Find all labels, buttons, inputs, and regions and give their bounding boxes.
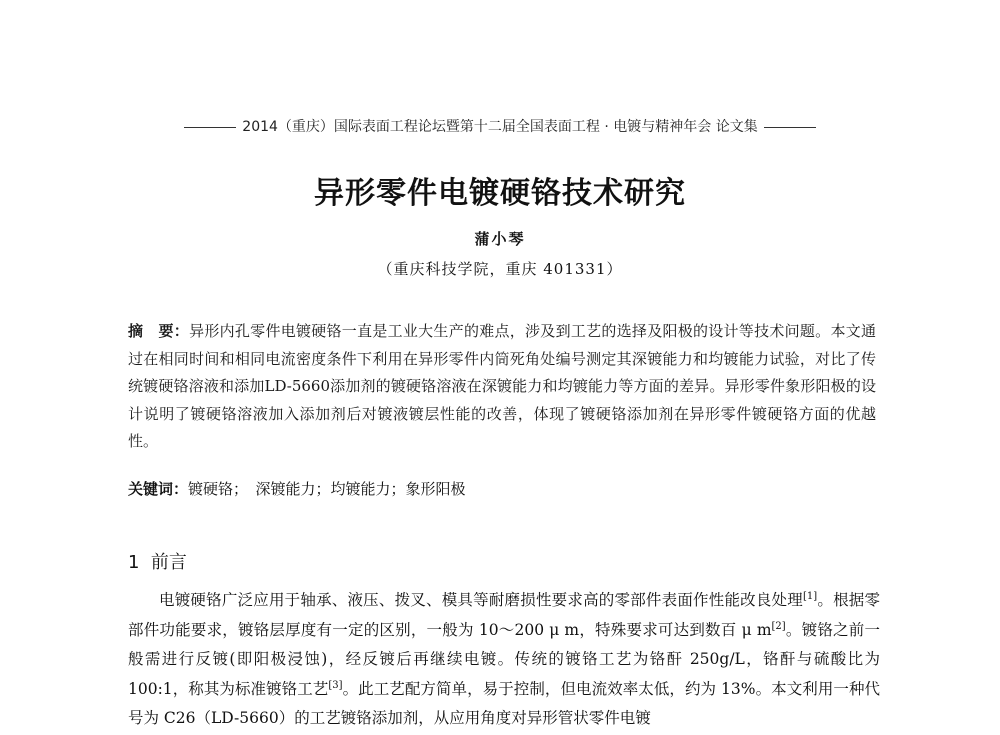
section-number: 1 [128,552,140,573]
abstract-text: 异形内孔零件电镀硬铬一直是工业大生产的难点，涉及到工艺的选择及阳极的设计等技术问题。本文通过在相同时间和相同电流密度条件下利用在异形零件内筒死角处编号测定其深镀能力和均镀能力试验，对比了传统镀硬铬溶液和添加LD-5660添加剂的镀硬铬溶液在深镀能力和均镀能力等方面的差异。异形零件象形阳极的设计说明了镀硬铬溶液加入添加剂后对镀液镀层性能的改善，体现了镀硬铬添加剂在异形零件镀硬铬方面的优越性。 [128,322,876,451]
author-name: 蒲小琴 [474,230,526,248]
keywords-label: 关键词： [128,480,189,498]
body-text-2: 。根据零部件功能要求，镀铬层厚度有一定的区别，一般为 10～200 μ m，特殊要求可达到数百 μ m [128,591,880,639]
running-header [0,116,1000,136]
header-text: 2014（重庆）国际表面工程论坛暨第十二届全国表面工程 · 电镀与精神年会 论文集 [242,119,758,135]
keywords-text: 镀硬铬； 深镀能力；均镀能力；象形阳极 [188,480,466,498]
body-text-3: 。镀铬之前一般需进行反镀(即阳极浸蚀)，经反镀后再继续电镀。传统的镀铬工艺为铬酐 250g/L，铬酐与硫酸比为 100:1，称其为标准镀铬工艺 [128,620,880,698]
citation-2: [2] [771,620,786,632]
body-paragraph [128,586,880,734]
section-heading [128,548,187,574]
section-title: 前言 [150,552,187,573]
paper-title: 异形零件电镀硬铬技术研究 [314,176,686,211]
body-text-4: 。此工艺配方简单，易于控制，但电流效率太低，约为 13%。本文利用一种代号为 C26（LD-5660）的工艺镀铬添加剂，从应用角度对异形管状零件电镀 [128,679,881,727]
keywords [128,478,876,499]
header-rule-right [764,127,816,128]
body-text-1: 电镀硬铬广泛应用于轴承、液压、拨叉、模具等耐磨损性要求高的零部件表面作性能改良处理 [159,591,803,609]
header-rule-left [184,127,236,128]
author-affiliation: （重庆科技学院，重庆 401331） [377,260,623,278]
abstract-label: 摘 要： [128,322,190,340]
citation-3: [3] [328,679,343,691]
abstract [128,318,876,456]
citation-1: [1] [802,590,818,602]
